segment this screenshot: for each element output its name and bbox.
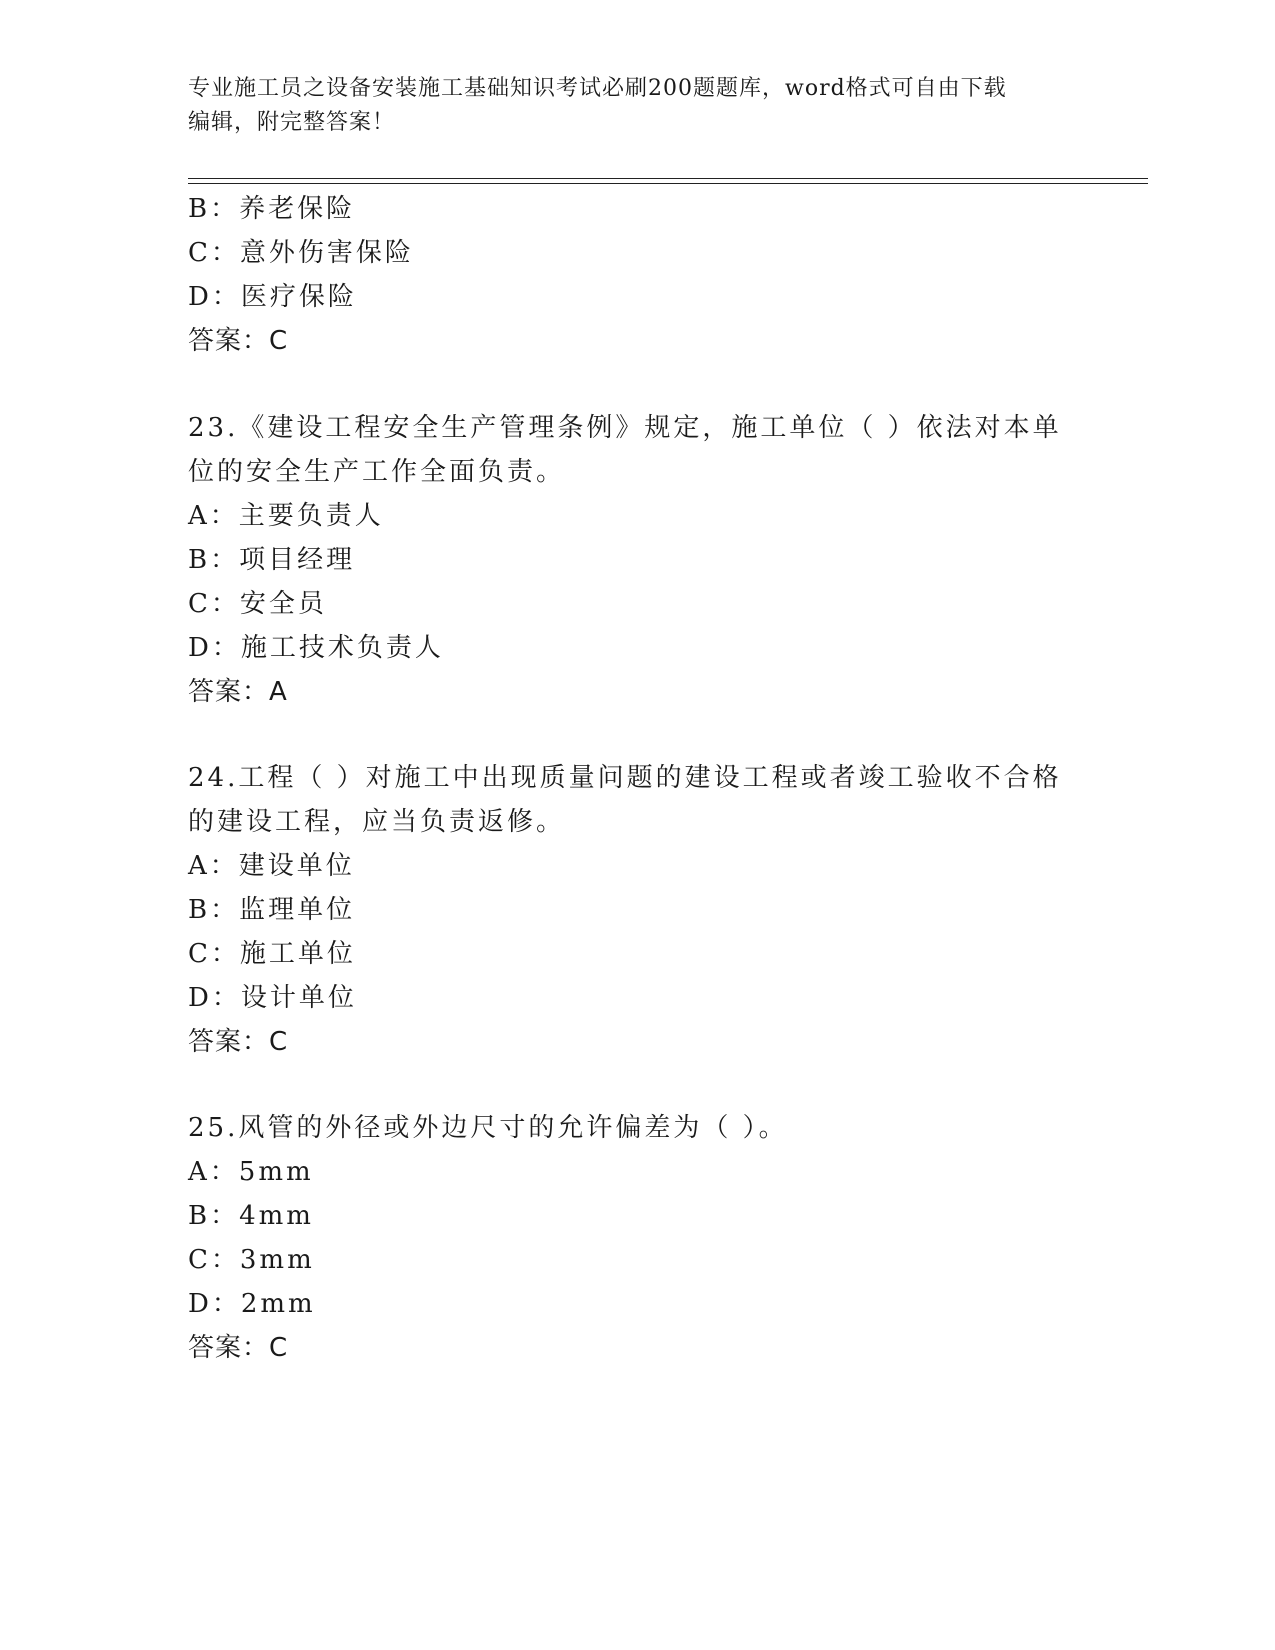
option-c: C：施工单位 — [188, 939, 356, 969]
option-d: D：医疗保险 — [188, 282, 357, 312]
header-line-1: 专业施工员之设备安装施工基础知识考试必刷200题题库，word格式可自由下载 — [188, 76, 1007, 101]
answer: 答案：C — [188, 1027, 289, 1057]
answer: 答案：C — [188, 1333, 289, 1363]
option-c: C：3mm — [188, 1245, 315, 1275]
option-b: B：养老保险 — [188, 194, 356, 224]
option-c: C：意外伤害保险 — [188, 238, 414, 268]
document-header — [188, 72, 1088, 140]
option-b: B：项目经理 — [188, 545, 356, 575]
question-stem-continued: 的建设工程，应当负责返修。 — [188, 807, 566, 837]
answer: 答案：A — [188, 677, 288, 707]
question-stem: 24.工程（ ）对施工中出现质量问题的建设工程或者竣工验收不合格 — [188, 763, 1062, 793]
option-d: D：2mm — [188, 1289, 316, 1319]
option-a: A：建设单位 — [188, 851, 355, 881]
question-stem-continued: 位的安全生产工作全面负责。 — [188, 457, 566, 487]
option-b: B：监理单位 — [188, 895, 356, 925]
header-divider-bottom — [188, 183, 1148, 184]
option-d: D：设计单位 — [188, 983, 357, 1013]
option-a: A：主要负责人 — [188, 501, 384, 531]
option-a: A：5mm — [188, 1157, 314, 1187]
option-c: C：安全员 — [188, 589, 327, 619]
answer: 答案：C — [188, 326, 289, 356]
option-d: D：施工技术负责人 — [188, 633, 444, 663]
question-stem: 23.《建设工程安全生产管理条例》规定，施工单位（ ）依法对本单 — [188, 413, 1062, 443]
header-divider-top — [188, 178, 1148, 179]
header-line-2: 编辑，附完整答案！ — [188, 110, 396, 135]
question-stem: 25.风管的外径或外边尺寸的允许偏差为（ ）。 — [188, 1113, 788, 1143]
option-b: B：4mm — [188, 1201, 314, 1231]
